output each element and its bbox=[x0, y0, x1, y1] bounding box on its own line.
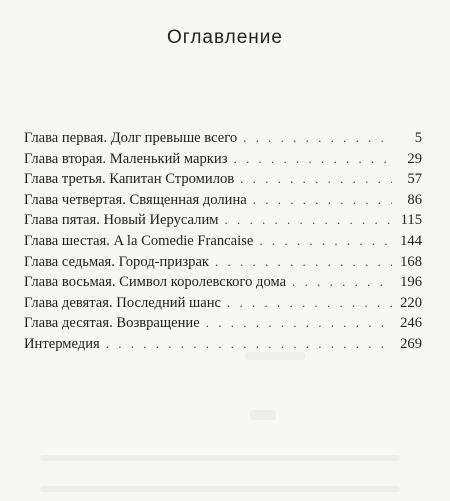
dot-leader bbox=[215, 252, 392, 273]
toc-entry-page: 57 bbox=[407, 171, 422, 188]
toc-entry-page: 246 bbox=[400, 315, 422, 332]
toc-entry[interactable] bbox=[24, 231, 422, 252]
show-through-mark bbox=[250, 410, 276, 420]
toc-entry-title: Глава седьмая. Город-призрак bbox=[24, 253, 210, 270]
dot-leader bbox=[240, 169, 392, 190]
show-through-mark bbox=[40, 486, 400, 492]
toc-entry[interactable] bbox=[24, 272, 422, 293]
dot-leader bbox=[253, 190, 392, 211]
toc-entry[interactable] bbox=[24, 210, 422, 231]
toc-entry[interactable] bbox=[24, 334, 422, 355]
toc-entry-page: 29 bbox=[407, 150, 422, 167]
toc-entry[interactable] bbox=[24, 293, 422, 314]
dot-leader bbox=[206, 313, 392, 334]
toc-entry-title: Глава девятая. Последний шанс bbox=[24, 294, 222, 311]
toc-entry-title: Глава вторая. Маленький маркиз bbox=[24, 150, 228, 167]
toc-entry-page: 168 bbox=[400, 253, 422, 270]
toc-entry[interactable] bbox=[24, 190, 422, 211]
toc-entry-page: 269 bbox=[400, 335, 422, 352]
toc-entry-page: 115 bbox=[400, 212, 422, 229]
toc-entry[interactable] bbox=[24, 169, 422, 190]
table-of-contents bbox=[24, 128, 422, 355]
toc-entry-page: 86 bbox=[407, 191, 422, 208]
dot-leader bbox=[106, 334, 392, 355]
dot-leader bbox=[259, 231, 392, 252]
toc-entry-title: Глава шестая. A la Comedie Francaise bbox=[24, 232, 254, 249]
dot-leader bbox=[225, 210, 393, 231]
dot-leader bbox=[243, 128, 392, 149]
toc-entry[interactable] bbox=[24, 252, 422, 273]
toc-entry-page: 144 bbox=[400, 232, 422, 249]
toc-entry[interactable] bbox=[24, 128, 422, 149]
toc-entry-title: Глава десятая. Возвращение bbox=[24, 315, 200, 332]
toc-entry-title: Глава пятая. Новый Иерусалим bbox=[24, 212, 219, 229]
dot-leader bbox=[292, 272, 392, 293]
toc-entry-page: 5 bbox=[414, 130, 422, 146]
toc-entry-page: 196 bbox=[400, 274, 422, 291]
toc-entry-title: Глава первая. Долг превыше всего bbox=[24, 130, 238, 146]
show-through-mark bbox=[40, 455, 400, 461]
toc-entry-title: Глава третья. Капитан Стромилов bbox=[24, 171, 235, 188]
toc-entry[interactable] bbox=[24, 149, 422, 170]
toc-entry-title: Глава четвертая. Священная долина bbox=[24, 191, 247, 208]
toc-entry-page: 220 bbox=[400, 294, 422, 311]
dot-leader bbox=[233, 149, 392, 170]
toc-entry-title: Глава восьмая. Символ королевского дома bbox=[24, 274, 287, 291]
toc-entry[interactable] bbox=[24, 313, 422, 334]
page-title: Оглавление bbox=[167, 26, 283, 48]
dot-leader bbox=[227, 293, 392, 314]
toc-entry-title: Интермедия bbox=[24, 335, 100, 352]
